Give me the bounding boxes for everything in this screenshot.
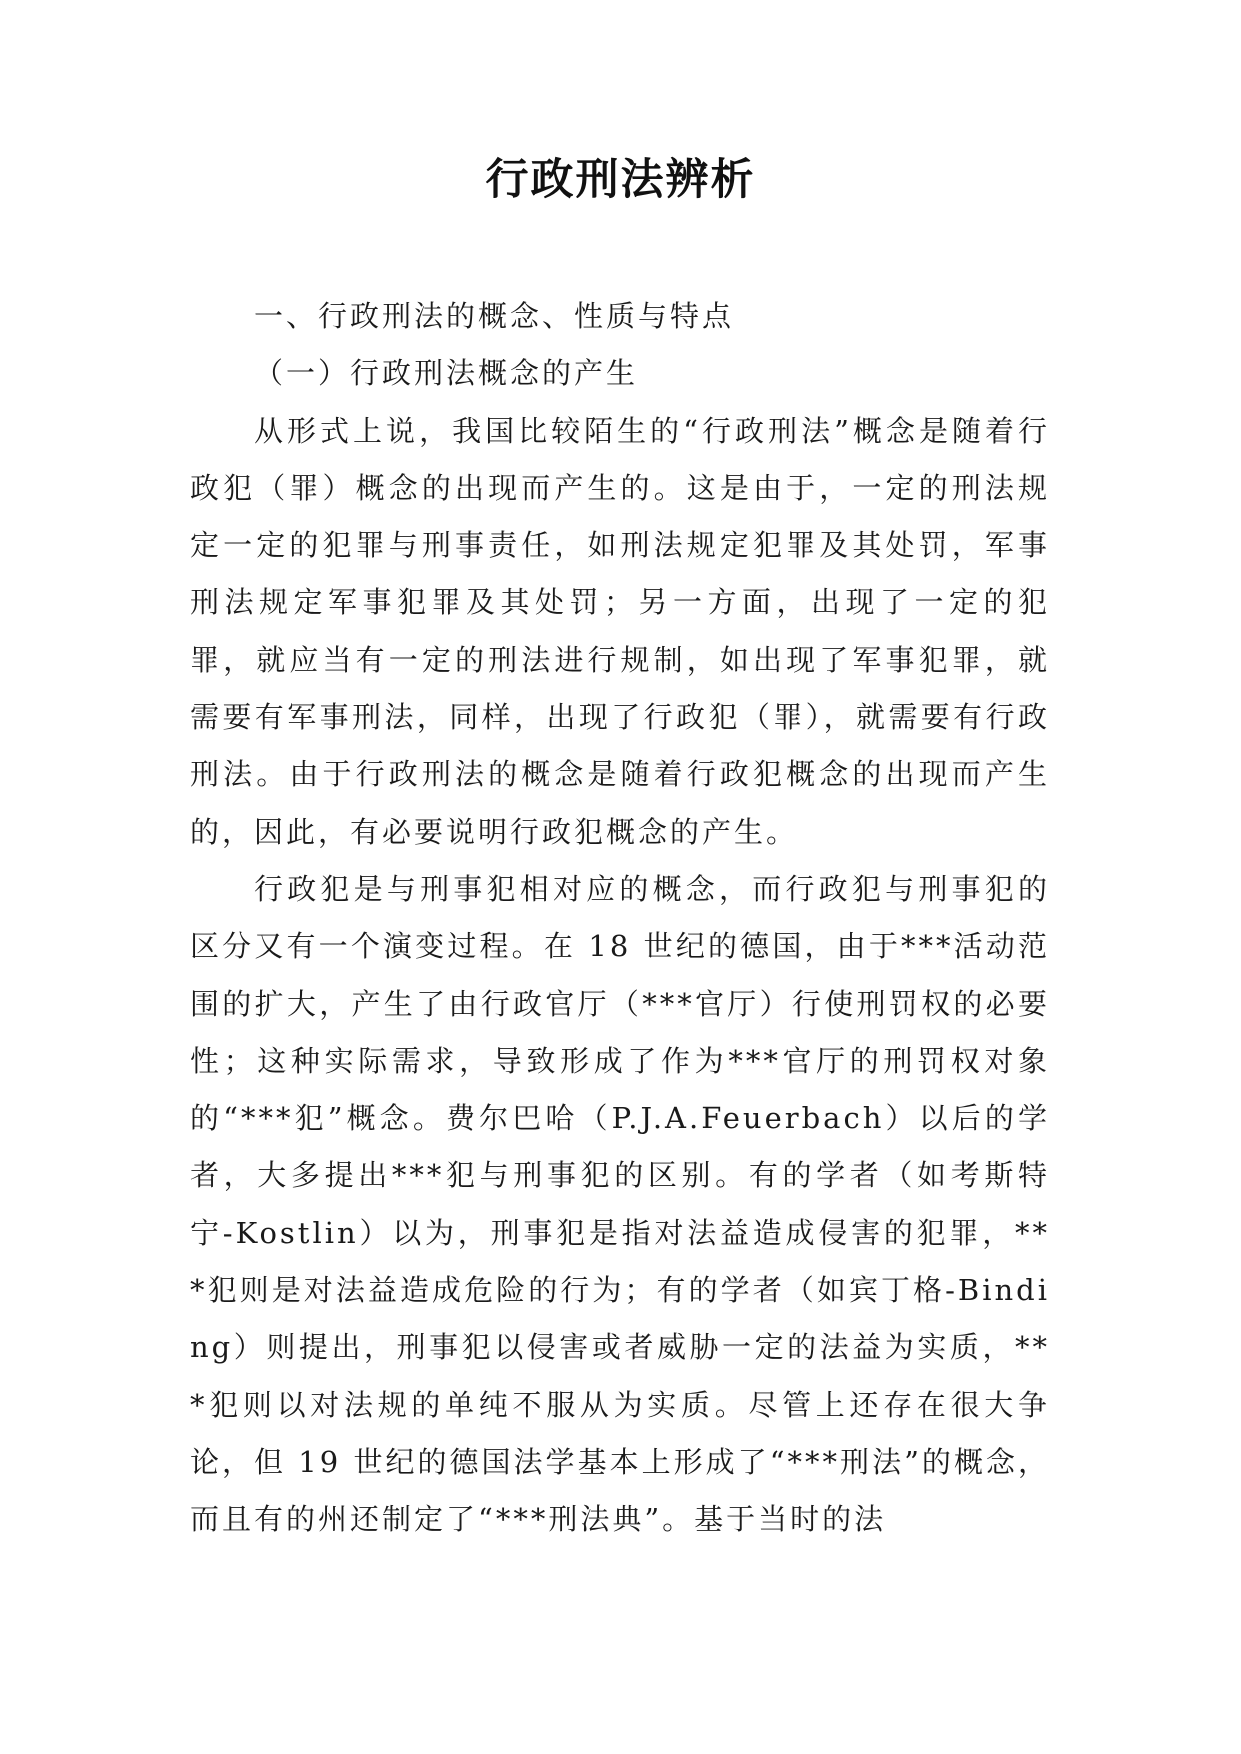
body-paragraph: 从形式上说，我国比较陌生的“行政刑法”概念是随着行政犯（罪）概念的出现而产生的。这是由于，一定的刑法规定一定的犯罪与刑事责任，如刑法规定犯罪及其处罚，军事刑法规定军事犯罪及其处罚；另一方面，出现了一定的犯罪，就应当有一定的刑法进行规制，如出现了军事犯罪，就需要有军事刑法，同样，出现了行政犯（罪），就需要有行政刑法。由于行政刑法的概念是随着行政犯概念的出现而产生的，因此，有必要说明行政犯概念的产生。 [190,413,1050,849]
document-title: 行政刑法辨析 [485,155,756,205]
section-heading: 一、行政刑法的概念、性质与特点 [254,299,735,333]
body-paragraph: 行政犯是与刑事犯相对应的概念，而行政犯与刑事犯的区分又有一个演变过程。在 18 世纪的德国，由于***活动范围的扩大，产生了由行政官厅（***官厅）行使刑罚权的必要性；这种实际需求，导致形成了作为***官厅的刑罚权对象的“***犯”概念。费尔巴哈（P.J.A.Feuerbach）以后的学者，大多提出***犯与刑事犯的区别。有的学者（如考斯特宁-Kostlin）以为，刑事犯是指对法益造成侵害的犯罪，***犯则是对法益造成危险的行为；有的学者（如宾丁格-Binding）则提出，刑事犯以侵害或者威胁一定的法益为实质，***犯则以对法规的单纯不服从为实质。尽管上还存在很大争论，但 19 世纪的德国法学基本上形成了“***刑法”的概念，而且有的州还制定了“***刑法典”。基于当时的法 [190,871,1050,1537]
subsection-heading: （一）行政刑法概念的产生 [254,356,639,391]
document-body [190,288,1050,1549]
